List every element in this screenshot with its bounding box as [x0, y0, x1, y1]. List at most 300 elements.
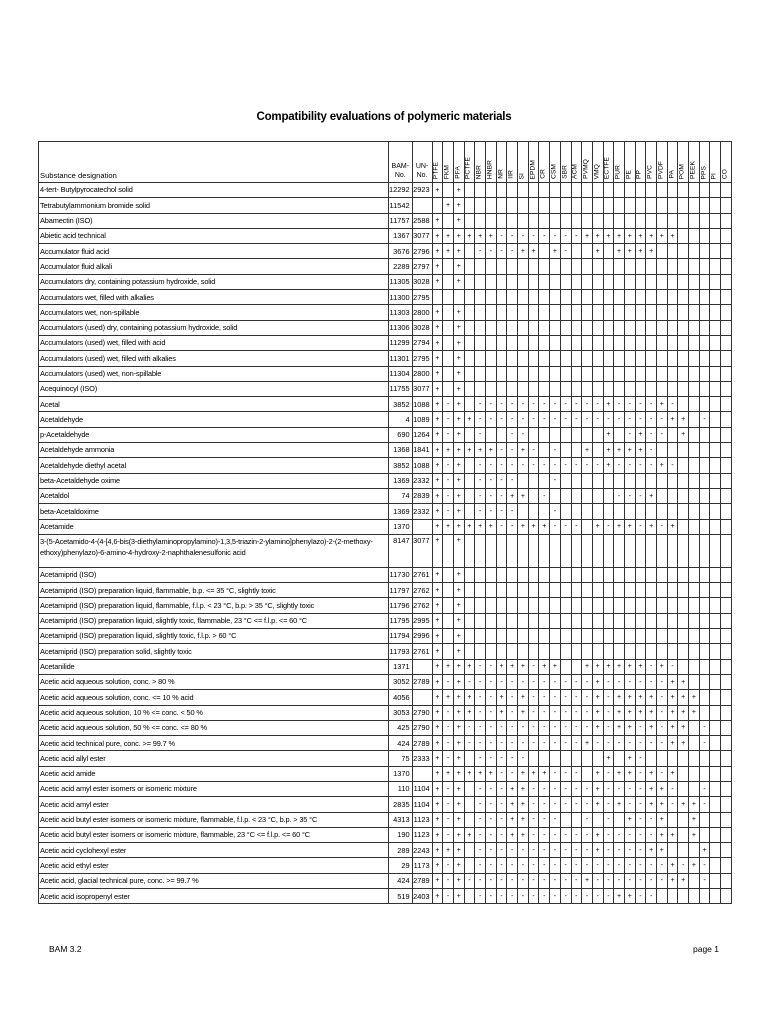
rating-cell [678, 213, 689, 228]
rating-cell [603, 351, 614, 366]
rating-cell [635, 504, 646, 519]
rating-cell [614, 534, 625, 567]
rating-cell: - [571, 228, 582, 243]
rating-cell: + [432, 458, 443, 473]
rating-cell [475, 598, 486, 613]
rating-cell [560, 381, 571, 396]
substance-name: Acetic acid ethyl ester [39, 858, 389, 873]
rating-cell [571, 567, 582, 582]
rating-cell [496, 198, 507, 213]
rating-cell [550, 488, 561, 503]
table-row [39, 198, 732, 213]
rating-cell: + [432, 827, 443, 842]
rating-cell [550, 183, 561, 198]
rating-cell: + [432, 427, 443, 442]
rating-cell: - [518, 858, 529, 873]
rating-cell: - [635, 458, 646, 473]
bam-number: 11797 [389, 583, 413, 598]
rating-cell [464, 244, 475, 259]
rating-cell [667, 583, 678, 598]
rating-cell: - [539, 690, 550, 705]
rating-cell: + [624, 720, 635, 735]
rating-cell [689, 519, 700, 534]
rating-cell: + [443, 519, 454, 534]
rating-cell [486, 320, 497, 335]
rating-cell [518, 381, 529, 396]
rating-cell: + [614, 889, 625, 904]
rating-cell: - [603, 519, 614, 534]
rating-cell [464, 781, 475, 796]
rating-cell: - [571, 873, 582, 888]
rating-cell: + [432, 781, 443, 796]
rating-cell [646, 534, 657, 567]
rating-cell [710, 613, 721, 628]
rating-cell [475, 198, 486, 213]
rating-cell: + [464, 705, 475, 720]
rating-cell [475, 320, 486, 335]
rating-cell: - [657, 736, 668, 751]
rating-cell [603, 598, 614, 613]
rating-cell: - [539, 781, 550, 796]
rating-cell [721, 228, 732, 243]
header-material-label: PP [636, 170, 644, 179]
rating-cell [464, 629, 475, 644]
rating-cell [635, 598, 646, 613]
rating-cell: + [432, 690, 443, 705]
rating-cell [603, 366, 614, 381]
rating-cell: - [550, 397, 561, 412]
rating-cell: - [528, 720, 539, 735]
un-number [412, 519, 432, 534]
rating-cell: - [518, 458, 529, 473]
rating-cell [699, 244, 710, 259]
rating-cell: + [443, 443, 454, 458]
rating-cell: + [464, 827, 475, 842]
rating-cell [550, 335, 561, 350]
header-material-nr [496, 142, 507, 183]
rating-cell: - [592, 412, 603, 427]
rating-cell [539, 629, 550, 644]
rating-cell [721, 736, 732, 751]
rating-cell: - [646, 873, 657, 888]
rating-cell [443, 567, 454, 582]
rating-cell: - [443, 397, 454, 412]
rating-cell: - [635, 751, 646, 766]
rating-cell [689, 629, 700, 644]
rating-cell: + [592, 674, 603, 689]
rating-cell: - [635, 797, 646, 812]
rating-cell [614, 335, 625, 350]
rating-cell [646, 613, 657, 628]
rating-cell: + [646, 228, 657, 243]
rating-cell [678, 644, 689, 659]
rating-cell: - [496, 244, 507, 259]
rating-cell: - [443, 705, 454, 720]
rating-cell: - [550, 443, 561, 458]
bam-number: 424 [389, 873, 413, 888]
bam-number: 3052 [389, 674, 413, 689]
rating-cell [539, 443, 550, 458]
header-material-pvc [646, 142, 657, 183]
rating-cell: + [646, 705, 657, 720]
rating-cell: - [507, 519, 518, 534]
rating-cell: - [624, 736, 635, 751]
rating-cell [678, 305, 689, 320]
bam-number: 1369 [389, 504, 413, 519]
un-number: 2790 [412, 720, 432, 735]
rating-cell [646, 473, 657, 488]
substance-name: Accumulators wet, filled with alkalies [39, 290, 389, 305]
rating-cell [518, 613, 529, 628]
rating-cell [486, 534, 497, 567]
rating-cell: + [689, 812, 700, 827]
rating-cell [571, 583, 582, 598]
rating-cell: + [453, 690, 464, 705]
header-material-label: NR [497, 169, 505, 179]
rating-cell [560, 198, 571, 213]
bam-number: 11300 [389, 290, 413, 305]
rating-cell: - [657, 690, 668, 705]
rating-cell: - [475, 858, 486, 873]
rating-cell [635, 613, 646, 628]
rating-cell [486, 198, 497, 213]
header-material-sbr [560, 142, 571, 183]
rating-cell [635, 183, 646, 198]
rating-cell [689, 644, 700, 659]
rating-cell [528, 598, 539, 613]
header-material-label: HNBR [486, 159, 494, 179]
rating-cell: + [592, 797, 603, 812]
rating-cell: - [571, 797, 582, 812]
un-number: 2588 [412, 213, 432, 228]
header-material-pur [614, 142, 625, 183]
rating-cell [699, 567, 710, 582]
rating-cell [592, 274, 603, 289]
rating-cell [443, 320, 454, 335]
rating-cell [496, 644, 507, 659]
rating-cell: - [582, 458, 593, 473]
rating-cell: - [486, 659, 497, 674]
rating-cell [721, 183, 732, 198]
rating-cell [635, 198, 646, 213]
rating-cell [464, 274, 475, 289]
rating-cell: + [453, 473, 464, 488]
table-row [39, 412, 732, 427]
rating-cell [646, 274, 657, 289]
rating-cell: - [496, 812, 507, 827]
rating-cell: - [496, 443, 507, 458]
rating-cell [667, 613, 678, 628]
rating-cell [550, 534, 561, 567]
rating-cell [550, 198, 561, 213]
rating-cell: + [614, 720, 625, 735]
rating-cell [603, 473, 614, 488]
table-row [39, 613, 732, 628]
rating-cell: - [603, 674, 614, 689]
rating-cell [592, 443, 603, 458]
rating-cell: + [689, 705, 700, 720]
rating-cell [528, 751, 539, 766]
rating-cell: - [550, 797, 561, 812]
rating-cell [624, 567, 635, 582]
rating-cell: + [432, 213, 443, 228]
rating-cell [624, 598, 635, 613]
rating-cell: + [453, 381, 464, 396]
rating-cell [571, 381, 582, 396]
rating-cell [699, 674, 710, 689]
rating-cell [710, 751, 721, 766]
rating-cell: + [432, 567, 443, 582]
rating-cell [582, 504, 593, 519]
rating-cell [689, 335, 700, 350]
rating-cell [614, 274, 625, 289]
rating-cell: - [443, 736, 454, 751]
table-row [39, 443, 732, 458]
rating-cell [710, 213, 721, 228]
bam-number: 11306 [389, 320, 413, 335]
rating-cell [464, 567, 475, 582]
rating-cell: + [635, 443, 646, 458]
rating-cell: - [518, 751, 529, 766]
rating-cell: - [646, 889, 657, 904]
rating-cell [710, 889, 721, 904]
rating-cell: - [592, 889, 603, 904]
un-number: 1841 [412, 443, 432, 458]
rating-cell: - [560, 797, 571, 812]
rating-cell: + [657, 827, 668, 842]
table-row [39, 598, 732, 613]
rating-cell: + [443, 843, 454, 858]
rating-cell [603, 183, 614, 198]
rating-cell: - [560, 397, 571, 412]
rating-cell [528, 504, 539, 519]
rating-cell [710, 858, 721, 873]
rating-cell: - [528, 873, 539, 888]
rating-cell: - [496, 781, 507, 796]
rating-cell [528, 183, 539, 198]
rating-cell [646, 213, 657, 228]
rating-cell [550, 366, 561, 381]
rating-cell: + [432, 244, 443, 259]
rating-cell [603, 381, 614, 396]
rating-cell [657, 198, 668, 213]
rating-cell [592, 213, 603, 228]
rating-cell: - [571, 889, 582, 904]
bam-number: 11304 [389, 366, 413, 381]
rating-cell: - [603, 843, 614, 858]
rating-cell [582, 274, 593, 289]
rating-cell: - [550, 674, 561, 689]
rating-cell: - [475, 827, 486, 842]
rating-cell [464, 889, 475, 904]
rating-cell: + [432, 519, 443, 534]
rating-cell [624, 644, 635, 659]
rating-cell [678, 659, 689, 674]
rating-cell: + [657, 228, 668, 243]
bam-number: 2289 [389, 259, 413, 274]
rating-cell: + [592, 781, 603, 796]
rating-cell: - [635, 674, 646, 689]
rating-cell [678, 781, 689, 796]
rating-cell: - [486, 781, 497, 796]
rating-cell [710, 488, 721, 503]
rating-cell: - [560, 843, 571, 858]
header-material-label: PEEK [689, 161, 697, 179]
table-row [39, 259, 732, 274]
rating-cell [689, 613, 700, 628]
rating-cell [507, 320, 518, 335]
header-material-ectfe [603, 142, 614, 183]
rating-cell [486, 351, 497, 366]
rating-cell [603, 274, 614, 289]
rating-cell [560, 320, 571, 335]
rating-cell [689, 674, 700, 689]
rating-cell [678, 259, 689, 274]
rating-cell [507, 613, 518, 628]
rating-cell: - [475, 427, 486, 442]
rating-cell [539, 305, 550, 320]
rating-cell: + [518, 812, 529, 827]
rating-cell: - [475, 458, 486, 473]
un-number: 2403 [412, 889, 432, 904]
rating-cell: - [550, 736, 561, 751]
rating-cell [582, 598, 593, 613]
table-row [39, 290, 732, 305]
rating-cell [603, 213, 614, 228]
rating-cell [667, 567, 678, 582]
header-material-label: FKM [443, 164, 451, 179]
rating-cell [571, 274, 582, 289]
bam-number: 11301 [389, 351, 413, 366]
substance-name: Accumulator fluid alkali [39, 259, 389, 274]
substance-name: Acetic acid isopropenyl ester [39, 889, 389, 904]
rating-cell [539, 381, 550, 396]
rating-cell [550, 629, 561, 644]
rating-cell [560, 488, 571, 503]
rating-cell [624, 198, 635, 213]
header-material-label: VMQ [593, 163, 601, 179]
rating-cell: - [646, 427, 657, 442]
rating-cell [571, 198, 582, 213]
rating-cell: - [507, 873, 518, 888]
bam-number: 11755 [389, 381, 413, 396]
rating-cell: + [486, 766, 497, 781]
rating-cell: - [539, 412, 550, 427]
rating-cell: - [528, 443, 539, 458]
rating-cell: - [486, 751, 497, 766]
rating-cell [603, 320, 614, 335]
rating-cell [432, 290, 443, 305]
un-number: 3028 [412, 274, 432, 289]
rating-cell [464, 843, 475, 858]
rating-cell [689, 889, 700, 904]
rating-cell [496, 381, 507, 396]
bam-number: 4 [389, 412, 413, 427]
rating-cell [571, 473, 582, 488]
rating-cell [486, 259, 497, 274]
substance-name: Acetic acid butyl ester isomers or isomeric mixture, flammable, f.l.p. < 23 °C, b.p. > 35 °C [39, 812, 389, 827]
rating-cell [539, 598, 550, 613]
rating-cell: - [646, 858, 657, 873]
rating-cell: - [475, 488, 486, 503]
rating-cell: - [657, 519, 668, 534]
rating-cell: - [507, 397, 518, 412]
rating-cell [699, 213, 710, 228]
rating-cell: + [678, 720, 689, 735]
rating-cell [689, 443, 700, 458]
rating-cell [592, 629, 603, 644]
rating-cell [507, 567, 518, 582]
rating-cell [550, 567, 561, 582]
rating-cell [635, 567, 646, 582]
rating-cell: + [432, 705, 443, 720]
rating-cell [614, 598, 625, 613]
rating-cell: - [507, 889, 518, 904]
rating-cell [571, 290, 582, 305]
un-number: 2762 [412, 583, 432, 598]
rating-cell: + [453, 274, 464, 289]
rating-cell: + [528, 519, 539, 534]
header-material-label: PVMQ [582, 159, 590, 179]
rating-cell: - [624, 827, 635, 842]
rating-cell: - [657, 766, 668, 781]
rating-cell [710, 320, 721, 335]
rating-cell [475, 274, 486, 289]
rating-cell [721, 705, 732, 720]
rating-cell: - [486, 705, 497, 720]
rating-cell [667, 198, 678, 213]
rating-cell [592, 613, 603, 628]
rating-cell [592, 183, 603, 198]
rating-cell [582, 290, 593, 305]
rating-cell [699, 427, 710, 442]
bam-number: 3852 [389, 458, 413, 473]
rating-cell: - [550, 412, 561, 427]
rating-cell: + [518, 690, 529, 705]
rating-cell: + [464, 228, 475, 243]
rating-cell: - [624, 458, 635, 473]
rating-cell: + [453, 843, 464, 858]
rating-cell: + [453, 720, 464, 735]
rating-cell: - [475, 690, 486, 705]
rating-cell [528, 534, 539, 567]
rating-cell: + [667, 766, 678, 781]
rating-cell [582, 751, 593, 766]
rating-cell [464, 613, 475, 628]
un-number [412, 766, 432, 781]
bam-number: 110 [389, 781, 413, 796]
rating-cell: - [486, 797, 497, 812]
rating-cell [721, 259, 732, 274]
rating-cell: - [518, 228, 529, 243]
rating-cell: + [453, 244, 464, 259]
rating-cell [614, 644, 625, 659]
rating-cell [657, 305, 668, 320]
rating-cell: - [624, 397, 635, 412]
rating-cell: - [518, 427, 529, 442]
un-number: 1173 [412, 858, 432, 873]
header-material-peek [689, 142, 700, 183]
rating-cell [507, 259, 518, 274]
rating-cell [582, 183, 593, 198]
rating-cell: + [464, 412, 475, 427]
rating-cell: - [592, 873, 603, 888]
substance-name: p-Acetaldehyde [39, 427, 389, 442]
bam-number: 74 [389, 488, 413, 503]
rating-cell: - [699, 797, 710, 812]
rating-cell [667, 889, 678, 904]
un-number: 2794 [412, 335, 432, 350]
